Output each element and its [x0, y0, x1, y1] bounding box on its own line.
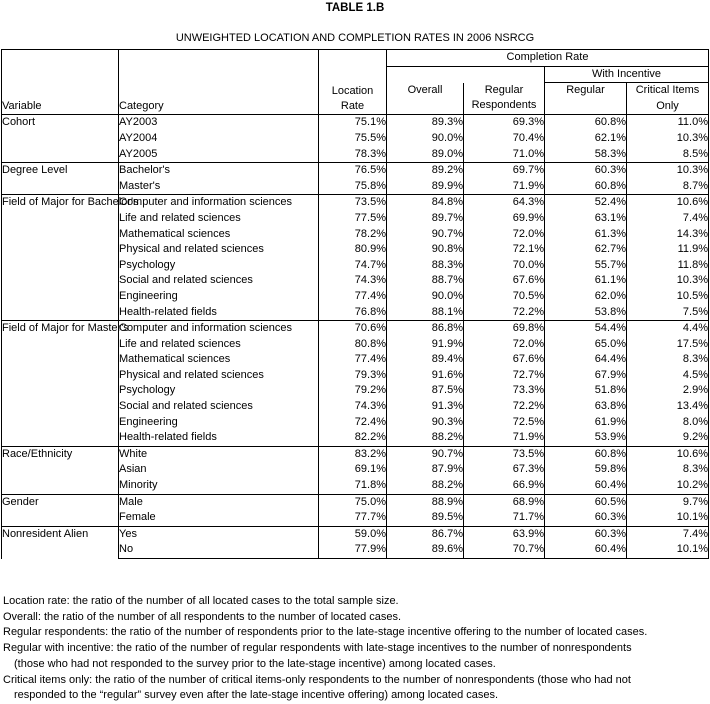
header-variable: Variable — [2, 50, 119, 115]
overall-cell: 88.3% — [387, 258, 464, 274]
location-rate-cell: 77.5% — [319, 211, 387, 227]
critical-items-cell: 17.5% — [627, 337, 709, 353]
regular-cell: 60.3% — [545, 510, 627, 526]
variable-cell: Cohort — [2, 115, 119, 163]
category-cell: AY2003 — [119, 115, 319, 131]
category-cell: Engineering — [119, 289, 319, 305]
regular-respondents-cell: 64.3% — [464, 195, 545, 211]
overall-cell: 89.3% — [387, 115, 464, 131]
overall-cell: 88.7% — [387, 273, 464, 289]
regular-respondents-cell: 69.8% — [464, 321, 545, 337]
location-rate-cell: 75.0% — [319, 494, 387, 510]
location-rate-cell: 80.9% — [319, 242, 387, 258]
regular-cell: 60.3% — [545, 526, 627, 542]
critical-items-cell: 7.4% — [627, 526, 709, 542]
location-rate-cell: 77.9% — [319, 542, 387, 558]
critical-items-cell: 7.5% — [627, 305, 709, 321]
table-row — [2, 494, 709, 510]
location-rate-cell: 78.2% — [319, 227, 387, 243]
location-rate-cell: 82.2% — [319, 430, 387, 446]
category-cell: Psychology — [119, 383, 319, 399]
category-cell: Life and related sciences — [119, 211, 319, 227]
location-rate-cell: 80.8% — [319, 337, 387, 353]
category-cell: Health-related fields — [119, 430, 319, 446]
footnote-line: Regular with incentive: the ratio of the number of regular respondents with late-stage incentives to the number of nonrespondents — [3, 642, 632, 655]
location-rate-cell: 74.3% — [319, 399, 387, 415]
overall-cell: 86.7% — [387, 526, 464, 542]
overall-cell: 90.7% — [387, 446, 464, 462]
regular-respondents-cell: 71.9% — [464, 179, 545, 195]
overall-cell: 88.2% — [387, 430, 464, 446]
overall-cell: 89.4% — [387, 352, 464, 368]
regular-cell: 61.1% — [545, 273, 627, 289]
category-cell: AY2005 — [119, 147, 319, 163]
overall-cell: 91.9% — [387, 337, 464, 353]
location-rate-cell: 76.8% — [319, 305, 387, 321]
category-cell: Asian — [119, 462, 319, 478]
regular-respondents-cell: 70.4% — [464, 131, 545, 147]
overall-cell: 87.9% — [387, 462, 464, 478]
regular-respondents-cell: 71.9% — [464, 430, 545, 446]
critical-items-cell: 10.6% — [627, 446, 709, 462]
regular-cell: 63.8% — [545, 399, 627, 415]
footnote-line: responded to the “regular” survey even after the late-stage incentive offering) among located cases. — [14, 689, 499, 702]
overall-cell: 84.8% — [387, 195, 464, 211]
location-rate-cell: 77.4% — [319, 352, 387, 368]
table-title: TABLE 1.B — [325, 2, 385, 14]
footnote-line: Critical items only: the ratio of the number of critical items-only respondents to the number of nonrespondents (those who had not — [3, 673, 631, 686]
overall-cell: 86.8% — [387, 321, 464, 337]
regular-respondents-cell: 72.0% — [464, 337, 545, 353]
regular-cell: 53.9% — [545, 430, 627, 446]
overall-cell: 90.3% — [387, 415, 464, 431]
category-cell: Mathematical sciences — [119, 352, 319, 368]
category-cell: Physical and related sciences — [119, 368, 319, 384]
regular-cell: 60.4% — [545, 542, 627, 558]
header-location-rate-line1: Location — [331, 85, 374, 98]
category-cell: Master's — [119, 179, 319, 195]
critical-items-cell: 4.4% — [627, 321, 709, 337]
header-category: Category — [119, 50, 319, 115]
header-critical-line2: Only — [656, 99, 679, 112]
variable-cell: Degree Level — [2, 163, 119, 195]
critical-items-cell: 10.3% — [627, 131, 709, 147]
location-rate-cell: 77.4% — [319, 289, 387, 305]
regular-cell: 64.4% — [545, 352, 627, 368]
category-cell: No — [119, 542, 319, 558]
regular-respondents-cell: 71.0% — [464, 147, 545, 163]
header-with-incentive: With Incentive — [545, 66, 709, 83]
overall-cell: 90.8% — [387, 242, 464, 258]
location-rate-cell: 70.6% — [319, 321, 387, 337]
category-cell: Minority — [119, 478, 319, 494]
location-rate-cell: 76.5% — [319, 163, 387, 179]
critical-items-cell: 10.5% — [627, 289, 709, 305]
regular-cell: 60.8% — [545, 115, 627, 131]
header-spacer — [387, 66, 545, 83]
footnote-line: Regular respondents: the ratio of the number of respondents prior to the late-stage incentive offering to the number of located cases. — [3, 626, 648, 639]
critical-items-cell: 11.0% — [627, 115, 709, 131]
category-cell: Female — [119, 510, 319, 526]
regular-cell: 51.8% — [545, 383, 627, 399]
overall-cell: 88.2% — [387, 478, 464, 494]
regular-cell: 63.1% — [545, 211, 627, 227]
regular-cell: 60.8% — [545, 446, 627, 462]
regular-respondents-cell: 72.2% — [464, 399, 545, 415]
location-rate-cell: 75.8% — [319, 179, 387, 195]
regular-respondents-cell: 71.7% — [464, 510, 545, 526]
regular-respondents-cell: 70.7% — [464, 542, 545, 558]
footnote-line: (those who had not responded to the survey prior to the late-stage incentive) among located cases. — [14, 657, 496, 670]
regular-respondents-cell: 73.3% — [464, 383, 545, 399]
table-row — [2, 446, 709, 462]
critical-items-cell: 10.3% — [627, 163, 709, 179]
variable-cell: Gender — [2, 494, 119, 526]
category-cell: Mathematical sciences — [119, 227, 319, 243]
overall-cell: 89.7% — [387, 211, 464, 227]
regular-respondents-cell: 63.9% — [464, 526, 545, 542]
location-rate-cell: 77.7% — [319, 510, 387, 526]
critical-items-cell: 10.6% — [627, 195, 709, 211]
header-regular: Regular — [545, 83, 627, 115]
critical-items-cell: 9.7% — [627, 494, 709, 510]
regular-respondents-cell: 70.5% — [464, 289, 545, 305]
location-rate-cell: 71.8% — [319, 478, 387, 494]
category-cell: Social and related sciences — [119, 399, 319, 415]
header-critical-line1: Critical Items — [635, 84, 700, 97]
header-regular-respondents — [464, 83, 545, 115]
regular-cell: 65.0% — [545, 337, 627, 353]
critical-items-cell: 8.5% — [627, 147, 709, 163]
overall-cell: 89.9% — [387, 179, 464, 195]
category-cell: White — [119, 446, 319, 462]
location-rate-cell: 79.3% — [319, 368, 387, 384]
location-rate-cell: 83.2% — [319, 446, 387, 462]
regular-respondents-cell: 69.3% — [464, 115, 545, 131]
category-cell: Health-related fields — [119, 305, 319, 321]
location-rate-cell: 69.1% — [319, 462, 387, 478]
regular-respondents-cell: 69.9% — [464, 211, 545, 227]
category-cell: Male — [119, 494, 319, 510]
category-cell: Engineering — [119, 415, 319, 431]
header-location-rate — [319, 50, 387, 115]
category-cell: Computer and information sciences — [119, 321, 319, 337]
regular-cell: 61.3% — [545, 227, 627, 243]
table-body — [2, 115, 709, 559]
variable-cell: Field of Major for Bachelor's — [2, 195, 119, 321]
critical-items-cell: 10.1% — [627, 542, 709, 558]
regular-respondents-cell: 68.9% — [464, 494, 545, 510]
category-cell: Bachelor's — [119, 163, 319, 179]
location-rate-cell: 79.2% — [319, 383, 387, 399]
critical-items-cell: 14.3% — [627, 227, 709, 243]
regular-cell: 60.4% — [545, 478, 627, 494]
category-cell: Psychology — [119, 258, 319, 274]
overall-cell: 90.7% — [387, 227, 464, 243]
variable-cell: Nonresident Alien — [2, 526, 119, 558]
header-critical-items-only — [627, 83, 709, 115]
category-cell: Social and related sciences — [119, 273, 319, 289]
header-overall: Overall — [387, 83, 464, 115]
critical-items-cell: 10.2% — [627, 478, 709, 494]
critical-items-cell: 13.4% — [627, 399, 709, 415]
regular-respondents-cell: 70.0% — [464, 258, 545, 274]
category-cell: Life and related sciences — [119, 337, 319, 353]
critical-items-cell: 8.3% — [627, 352, 709, 368]
regular-cell: 62.7% — [545, 242, 627, 258]
regular-cell: 62.1% — [545, 131, 627, 147]
regular-respondents-cell: 72.5% — [464, 415, 545, 431]
overall-cell: 90.0% — [387, 131, 464, 147]
table-subtitle: UNWEIGHTED LOCATION AND COMPLETION RATES IN 2006 NSRCG — [175, 32, 535, 44]
overall-cell: 88.1% — [387, 305, 464, 321]
critical-items-cell: 10.1% — [627, 510, 709, 526]
header-regular-respondents-line1: Regular — [484, 83, 524, 96]
header-regular-respondents-line2: Respondents — [471, 99, 537, 112]
critical-items-cell: 11.9% — [627, 242, 709, 258]
table-row — [2, 321, 709, 337]
regular-cell: 60.3% — [545, 163, 627, 179]
category-cell: Physical and related sciences — [119, 242, 319, 258]
category-cell: Yes — [119, 526, 319, 542]
location-rate-cell: 74.7% — [319, 258, 387, 274]
regular-respondents-cell: 66.9% — [464, 478, 545, 494]
critical-items-cell: 7.4% — [627, 211, 709, 227]
regular-respondents-cell: 73.5% — [464, 446, 545, 462]
critical-items-cell: 9.2% — [627, 430, 709, 446]
critical-items-cell: 8.0% — [627, 415, 709, 431]
overall-cell: 89.2% — [387, 163, 464, 179]
table-row — [2, 115, 709, 131]
regular-cell: 58.3% — [545, 147, 627, 163]
table-row — [2, 195, 709, 211]
location-rate-cell: 59.0% — [319, 526, 387, 542]
regular-cell: 67.9% — [545, 368, 627, 384]
category-cell: Computer and information sciences — [119, 195, 319, 211]
location-rate-cell: 75.1% — [319, 115, 387, 131]
critical-items-cell: 2.9% — [627, 383, 709, 399]
table-row — [2, 163, 709, 179]
regular-cell: 60.5% — [545, 494, 627, 510]
regular-cell: 53.8% — [545, 305, 627, 321]
location-rate-cell: 78.3% — [319, 147, 387, 163]
table-header — [2, 50, 709, 115]
regular-cell: 62.0% — [545, 289, 627, 305]
regular-cell: 60.8% — [545, 179, 627, 195]
critical-items-cell: 8.3% — [627, 462, 709, 478]
critical-items-cell: 8.7% — [627, 179, 709, 195]
location-rate-cell: 75.5% — [319, 131, 387, 147]
overall-cell: 89.5% — [387, 510, 464, 526]
overall-cell: 90.0% — [387, 289, 464, 305]
regular-respondents-cell: 72.2% — [464, 305, 545, 321]
overall-cell: 91.6% — [387, 368, 464, 384]
variable-cell: Race/Ethnicity — [2, 446, 119, 494]
location-rate-cell: 74.3% — [319, 273, 387, 289]
regular-respondents-cell: 72.7% — [464, 368, 545, 384]
regular-respondents-cell: 69.7% — [464, 163, 545, 179]
regular-cell: 59.8% — [545, 462, 627, 478]
regular-respondents-cell: 72.0% — [464, 227, 545, 243]
regular-respondents-cell: 67.6% — [464, 352, 545, 368]
footnotes — [3, 594, 709, 704]
header-location-rate-line2: Rate — [340, 100, 365, 113]
location-rate-cell: 72.4% — [319, 415, 387, 431]
overall-cell: 88.9% — [387, 494, 464, 510]
overall-cell: 89.6% — [387, 542, 464, 558]
location-rate-cell: 73.5% — [319, 195, 387, 211]
critical-items-cell: 11.8% — [627, 258, 709, 274]
regular-cell: 52.4% — [545, 195, 627, 211]
overall-cell: 91.3% — [387, 399, 464, 415]
footnote-line: Overall: the ratio of the number of all respondents to the number of located cases. — [3, 610, 402, 623]
critical-items-cell: 10.3% — [627, 273, 709, 289]
regular-cell: 55.7% — [545, 258, 627, 274]
table-row — [2, 526, 709, 542]
category-cell: AY2004 — [119, 131, 319, 147]
regular-respondents-cell: 67.6% — [464, 273, 545, 289]
critical-items-cell: 4.5% — [627, 368, 709, 384]
regular-respondents-cell: 72.1% — [464, 242, 545, 258]
regular-cell: 61.9% — [545, 415, 627, 431]
variable-cell: Field of Major for Master's — [2, 321, 119, 447]
overall-cell: 89.0% — [387, 147, 464, 163]
header-completion-rate: Completion Rate — [387, 50, 709, 67]
regular-respondents-cell: 67.3% — [464, 462, 545, 478]
rates-table — [1, 49, 709, 559]
regular-cell: 54.4% — [545, 321, 627, 337]
overall-cell: 87.5% — [387, 383, 464, 399]
footnote-line: Location rate: the ratio of the number of all located cases to the total sample size. — [3, 595, 399, 607]
